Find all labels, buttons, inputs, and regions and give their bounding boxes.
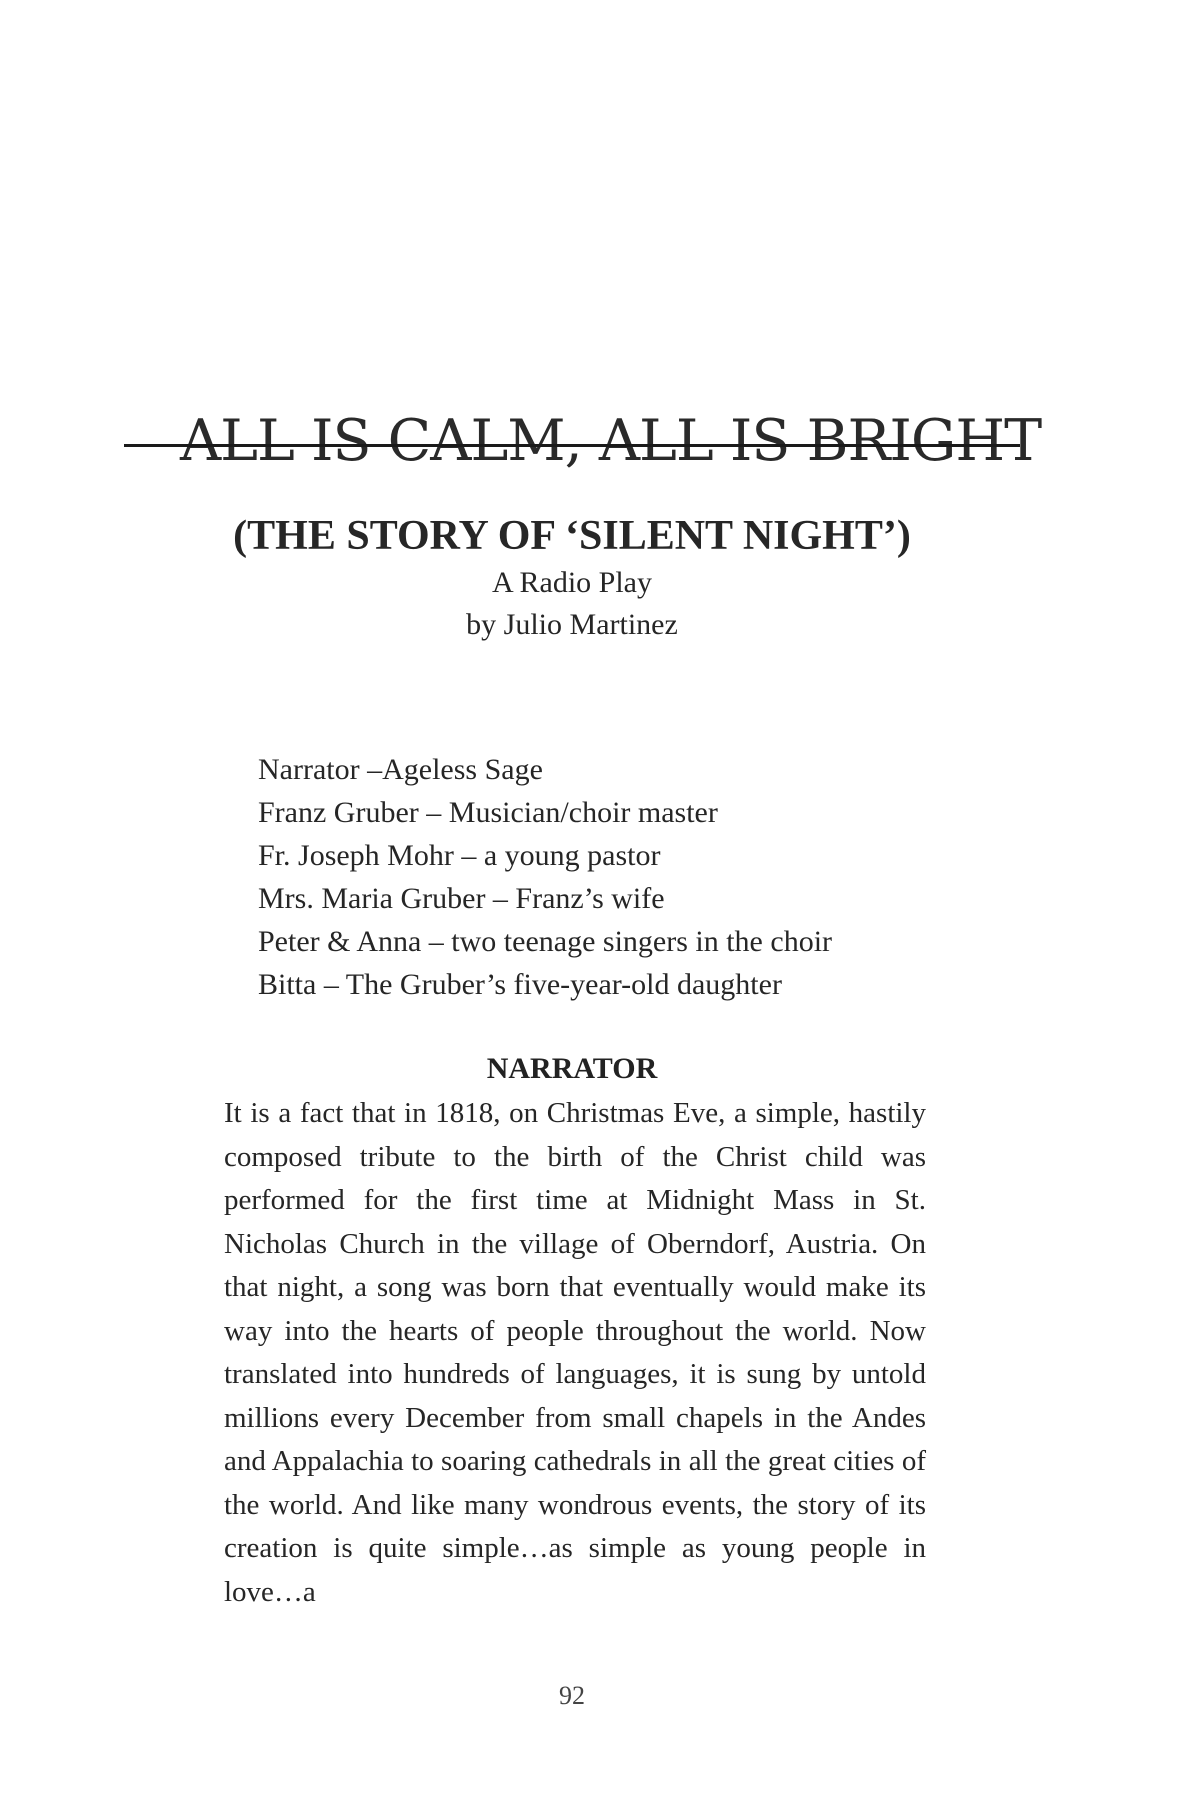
byline-author: by Julio Martinez — [466, 608, 678, 641]
cast-list — [258, 748, 978, 1006]
cast-item: Fr. Joseph Mohr – a young pastor — [258, 839, 661, 872]
byline — [0, 562, 1144, 646]
page-number: 92 — [559, 1681, 585, 1710]
cast-item: Mrs. Maria Gruber – Franz’s wife — [258, 882, 665, 915]
page-subtitle: (THE STORY OF ‘SILENT NIGHT’) — [233, 512, 911, 559]
title-divider — [124, 444, 1020, 447]
cast-item: Franz Gruber – Musician/choir master — [258, 796, 718, 829]
narration-paragraph: It is a fact that in 1818, on Christmas Eve, a simple, hastily composed tribute to the birth of the Christ child was performed for the first time at Midnight Mass in St. Nicholas Church in the village of Oberndorf, Austria. On that night, a song was born that eventually would make its way into the hearts of people throughout the world. Now translated into hundreds of languages, it is sung by untold millions every December from small chapels in the Andes and Appalachia to soaring cathedrals in all the great cities of the world. And like many wondrous events, the story of its creation is quite simple…as simple as young people in love…a — [224, 1097, 926, 1608]
cast-item: Bitta – The Gruber’s five-year-old daughter — [258, 968, 782, 1001]
speaker-heading: NARRATOR — [486, 1052, 658, 1085]
cast-item: Peter & Anna – two teenage singers in the choir — [258, 925, 833, 958]
cast-item: Narrator –Ageless Sage — [258, 753, 543, 786]
byline-genre: A Radio Play — [491, 566, 652, 599]
page-title: ALL IS CALM, ALL IS BRIGHT — [180, 408, 1042, 475]
